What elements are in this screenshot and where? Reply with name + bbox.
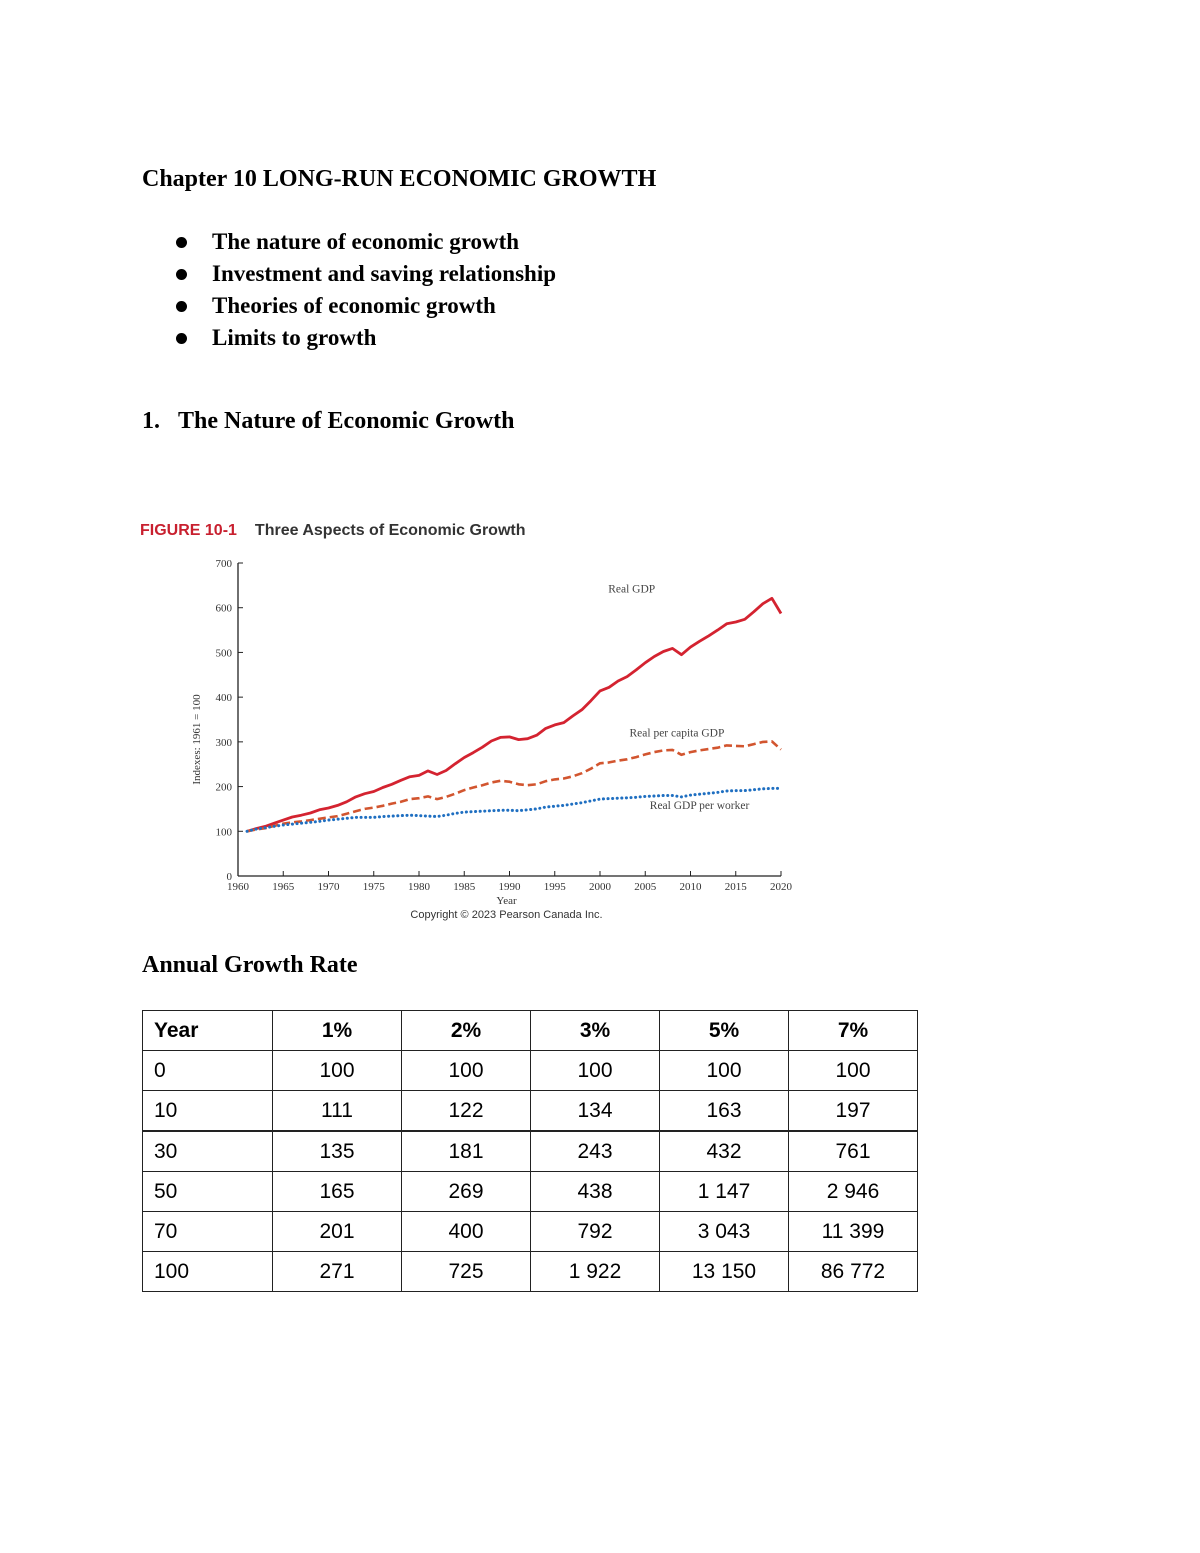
series-line-real-gdp [247, 598, 781, 831]
header-cell: 3% [531, 1011, 660, 1051]
value-cell: 111 [273, 1091, 402, 1132]
section-number: 1. [142, 408, 160, 434]
y-tick-label: 500 [215, 647, 232, 660]
chapter-title: Chapter 10 LONG-RUN ECONOMIC GROWTH [142, 166, 657, 192]
topic-text: The nature of economic growth [212, 229, 520, 254]
section-heading [142, 408, 514, 435]
value-cell: 2 946 [789, 1172, 918, 1212]
figure-number: FIGURE 10-1 [140, 522, 237, 539]
topic-text: Theories of economic growth [212, 293, 496, 318]
value-cell: 100 [273, 1051, 402, 1091]
value-cell: 792 [531, 1212, 660, 1252]
year-cell: 0 [143, 1051, 273, 1091]
year-cell: 50 [143, 1172, 273, 1212]
x-tick-label: 1965 [272, 881, 295, 893]
value-cell: 122 [402, 1091, 531, 1132]
x-tick-label: 1975 [362, 881, 385, 893]
value-cell: 100 [402, 1051, 531, 1091]
topic-item [172, 226, 556, 258]
x-tick-label: 1970 [317, 881, 340, 893]
growth-chart [138, 520, 818, 930]
y-tick-label: 700 [215, 558, 232, 570]
value-cell: 400 [402, 1212, 531, 1252]
year-cell: 10 [143, 1091, 273, 1132]
topic-list [172, 226, 556, 354]
table-row [143, 1091, 918, 1132]
value-cell: 86 772 [789, 1252, 918, 1292]
value-cell: 1 922 [531, 1252, 660, 1292]
value-cell: 725 [402, 1252, 531, 1292]
x-tick-label: 1960 [227, 881, 249, 893]
table-row [143, 1051, 918, 1091]
y-tick-label: 0 [226, 871, 232, 883]
x-tick-label: 1980 [408, 881, 430, 893]
y-tick-label: 600 [215, 602, 232, 615]
value-cell: 100 [789, 1051, 918, 1091]
figure [138, 520, 818, 930]
topic-text: Limits to growth [212, 325, 377, 350]
header-cell: 2% [402, 1011, 531, 1051]
value-cell: 163 [660, 1091, 789, 1132]
bullet-icon [176, 301, 187, 312]
value-cell: 269 [402, 1172, 531, 1212]
y-axis-label: Indexes: 1961 = 100 [191, 694, 203, 785]
y-tick-label: 200 [215, 781, 232, 794]
x-axis-label: Year [496, 895, 517, 907]
figure-title: Three Aspects of Economic Growth [254, 522, 526, 539]
value-cell: 100 [531, 1051, 660, 1091]
figure-caption [140, 522, 525, 540]
series-label-real-gdp-per-worker: Real GDP per worker [649, 799, 750, 812]
copyright-text: Copyright © 2023 Pearson Canada Inc. [410, 909, 603, 921]
y-tick-label: 100 [215, 826, 232, 839]
series-label-real-per-capita-gdp: Real per capita GDP [629, 727, 725, 740]
topic-text: Investment and saving relationship [212, 261, 557, 286]
bullet-icon [176, 333, 187, 344]
value-cell: 243 [531, 1131, 660, 1172]
value-cell: 197 [789, 1091, 918, 1132]
y-tick-label: 300 [215, 736, 232, 749]
value-cell: 181 [402, 1131, 531, 1172]
x-tick-label: 2005 [634, 881, 657, 893]
topic-item [172, 258, 556, 290]
header-cell: 5% [660, 1011, 789, 1051]
bullet-icon [176, 237, 187, 248]
topic-item [172, 322, 556, 354]
x-tick-label: 2010 [679, 881, 702, 893]
series-line-real-per-capita-gdp [247, 741, 781, 831]
header-cell: 7% [789, 1011, 918, 1051]
year-cell: 30 [143, 1131, 273, 1172]
x-tick-label: 1990 [498, 881, 521, 893]
series-label-real-gdp: Real GDP [608, 583, 656, 596]
x-tick-label: 1995 [543, 881, 566, 893]
header-cell: 1% [273, 1011, 402, 1051]
value-cell: 271 [273, 1252, 402, 1292]
header-cell-year: Year [143, 1011, 273, 1051]
x-tick-label: 1985 [453, 881, 476, 893]
growth-rate-table [142, 1010, 918, 1292]
value-cell: 761 [789, 1131, 918, 1172]
x-tick-label: 2020 [770, 881, 792, 893]
table-header-row [143, 1011, 918, 1051]
topic-item [172, 290, 556, 322]
value-cell: 100 [660, 1051, 789, 1091]
value-cell: 201 [273, 1212, 402, 1252]
y-tick-label: 400 [215, 692, 232, 705]
growth-rate-heading: Annual Growth Rate [142, 952, 358, 978]
table-row [143, 1172, 918, 1212]
value-cell: 165 [273, 1172, 402, 1212]
value-cell: 11 399 [789, 1212, 918, 1252]
section-title: The Nature of Economic Growth [178, 408, 515, 434]
value-cell: 135 [273, 1131, 402, 1172]
bullet-icon [176, 269, 187, 280]
x-tick-label: 2015 [724, 881, 747, 893]
value-cell: 1 147 [660, 1172, 789, 1212]
year-cell: 100 [143, 1252, 273, 1292]
value-cell: 432 [660, 1131, 789, 1172]
table-row [143, 1252, 918, 1292]
value-cell: 3 043 [660, 1212, 789, 1252]
year-cell: 70 [143, 1212, 273, 1252]
table-row [143, 1212, 918, 1252]
x-tick-label: 2000 [589, 881, 611, 893]
value-cell: 438 [531, 1172, 660, 1212]
value-cell: 13 150 [660, 1252, 789, 1292]
value-cell: 134 [531, 1091, 660, 1132]
table-row [143, 1131, 918, 1172]
